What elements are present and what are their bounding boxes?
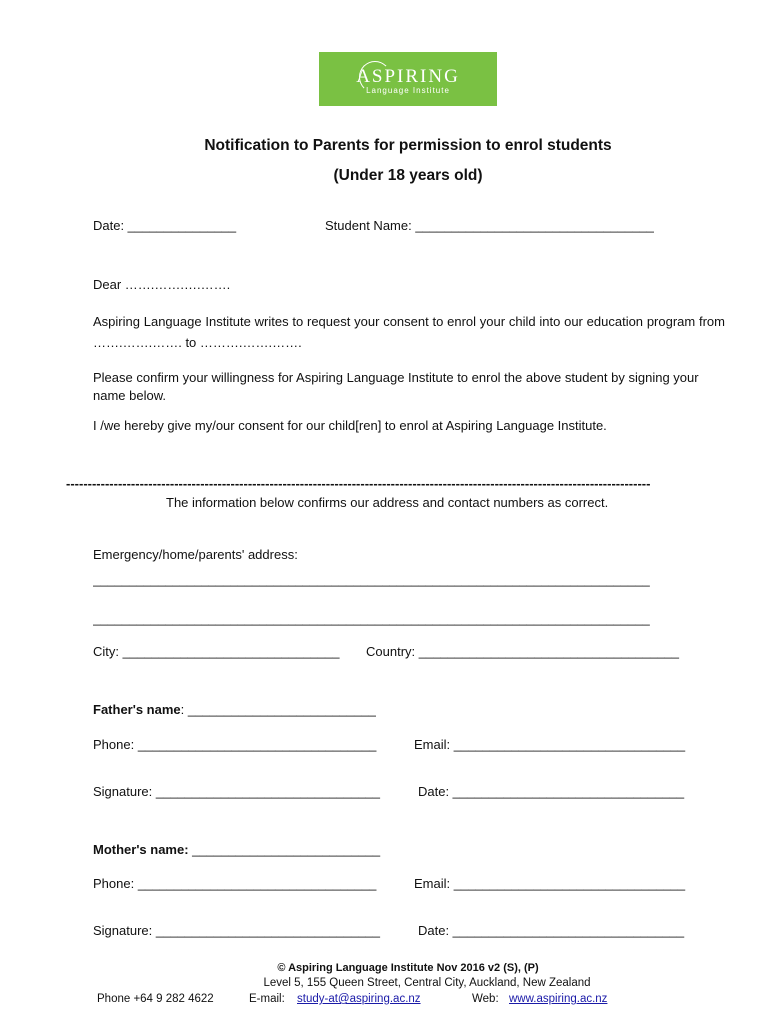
city-field[interactable]: City: ______________________________ <box>93 644 340 659</box>
mother-name-row <box>93 842 380 857</box>
document-subtitle: (Under 18 years old) <box>333 167 483 184</box>
consent-request-paragraph: Aspiring Language Institute writes to request your consent to enrol your child into our education program from …….…….……. to ……….…….……. <box>93 314 725 350</box>
address-label: Emergency/home/parents' address: <box>93 547 298 562</box>
confirmation-paragraph: Please confirm your willingness for Aspiring Language Institute to enrol the above student by signing your name below. <box>93 370 699 403</box>
father-name-field[interactable]: : __________________________ <box>180 702 376 717</box>
logo-name: ASPIRING <box>356 66 460 87</box>
father-phone-field[interactable]: Phone: _________________________________ <box>93 737 377 752</box>
father-signature-field[interactable]: Signature: _______________________________ <box>93 784 381 799</box>
footer-email-link[interactable]: study-at@aspiring.ac.nz <box>297 993 421 1005</box>
mother-phone-field[interactable]: Phone: _________________________________ <box>93 876 377 891</box>
institute-logo <box>319 52 497 106</box>
document-title: Notification to Parents for permission to enrol students <box>204 137 612 154</box>
footer-web-link[interactable]: www.aspiring.ac.nz <box>509 993 608 1005</box>
country-field[interactable]: Country: ____________________________________ <box>366 644 680 659</box>
info-note: The information below confirms our address and contact numbers as correct. <box>166 495 609 510</box>
consent-statement: I /we hereby give my/our consent for our child[ren] to enrol at Aspiring Language Institute. <box>93 418 607 433</box>
address-line-1[interactable]: _____________________________________________________________________________ <box>93 572 650 587</box>
footer-copyright: © Aspiring Language Institute Nov 2016 v2 (S), (P) <box>277 962 539 974</box>
footer-email-label: E-mail: <box>249 993 285 1005</box>
mother-name-label: Mother's name: <box>93 842 189 857</box>
mother-name-field[interactable]: __________________________ <box>188 842 381 857</box>
date-field[interactable]: Date: _______________ <box>93 218 237 233</box>
footer-phone: Phone +64 9 282 4622 <box>97 993 214 1005</box>
student-name-field[interactable]: Student Name: _________________________________ <box>325 218 654 233</box>
footer-address: Level 5, 155 Queen Street, Central City, Auckland, New Zealand <box>263 977 591 989</box>
father-date-field[interactable]: Date: ________________________________ <box>418 784 685 799</box>
logo-subtitle: Language Institute <box>366 86 450 95</box>
address-line-2[interactable]: _____________________________________________________________________________ <box>93 611 650 626</box>
dashed-divider: --------------------------------------------------------------------------------------------------------------------------------------- <box>66 476 651 491</box>
father-name-row <box>93 702 376 717</box>
mother-signature-field[interactable]: Signature: _______________________________ <box>93 923 381 938</box>
father-email-field[interactable]: Email: ________________________________ <box>414 737 686 752</box>
father-name-label: Father's name <box>93 702 181 717</box>
salutation: Dear …….…….….……. <box>93 277 231 292</box>
mother-email-field[interactable]: Email: ________________________________ <box>414 876 686 891</box>
footer-web-label: Web: <box>472 993 499 1005</box>
mother-date-field[interactable]: Date: ________________________________ <box>418 923 685 938</box>
